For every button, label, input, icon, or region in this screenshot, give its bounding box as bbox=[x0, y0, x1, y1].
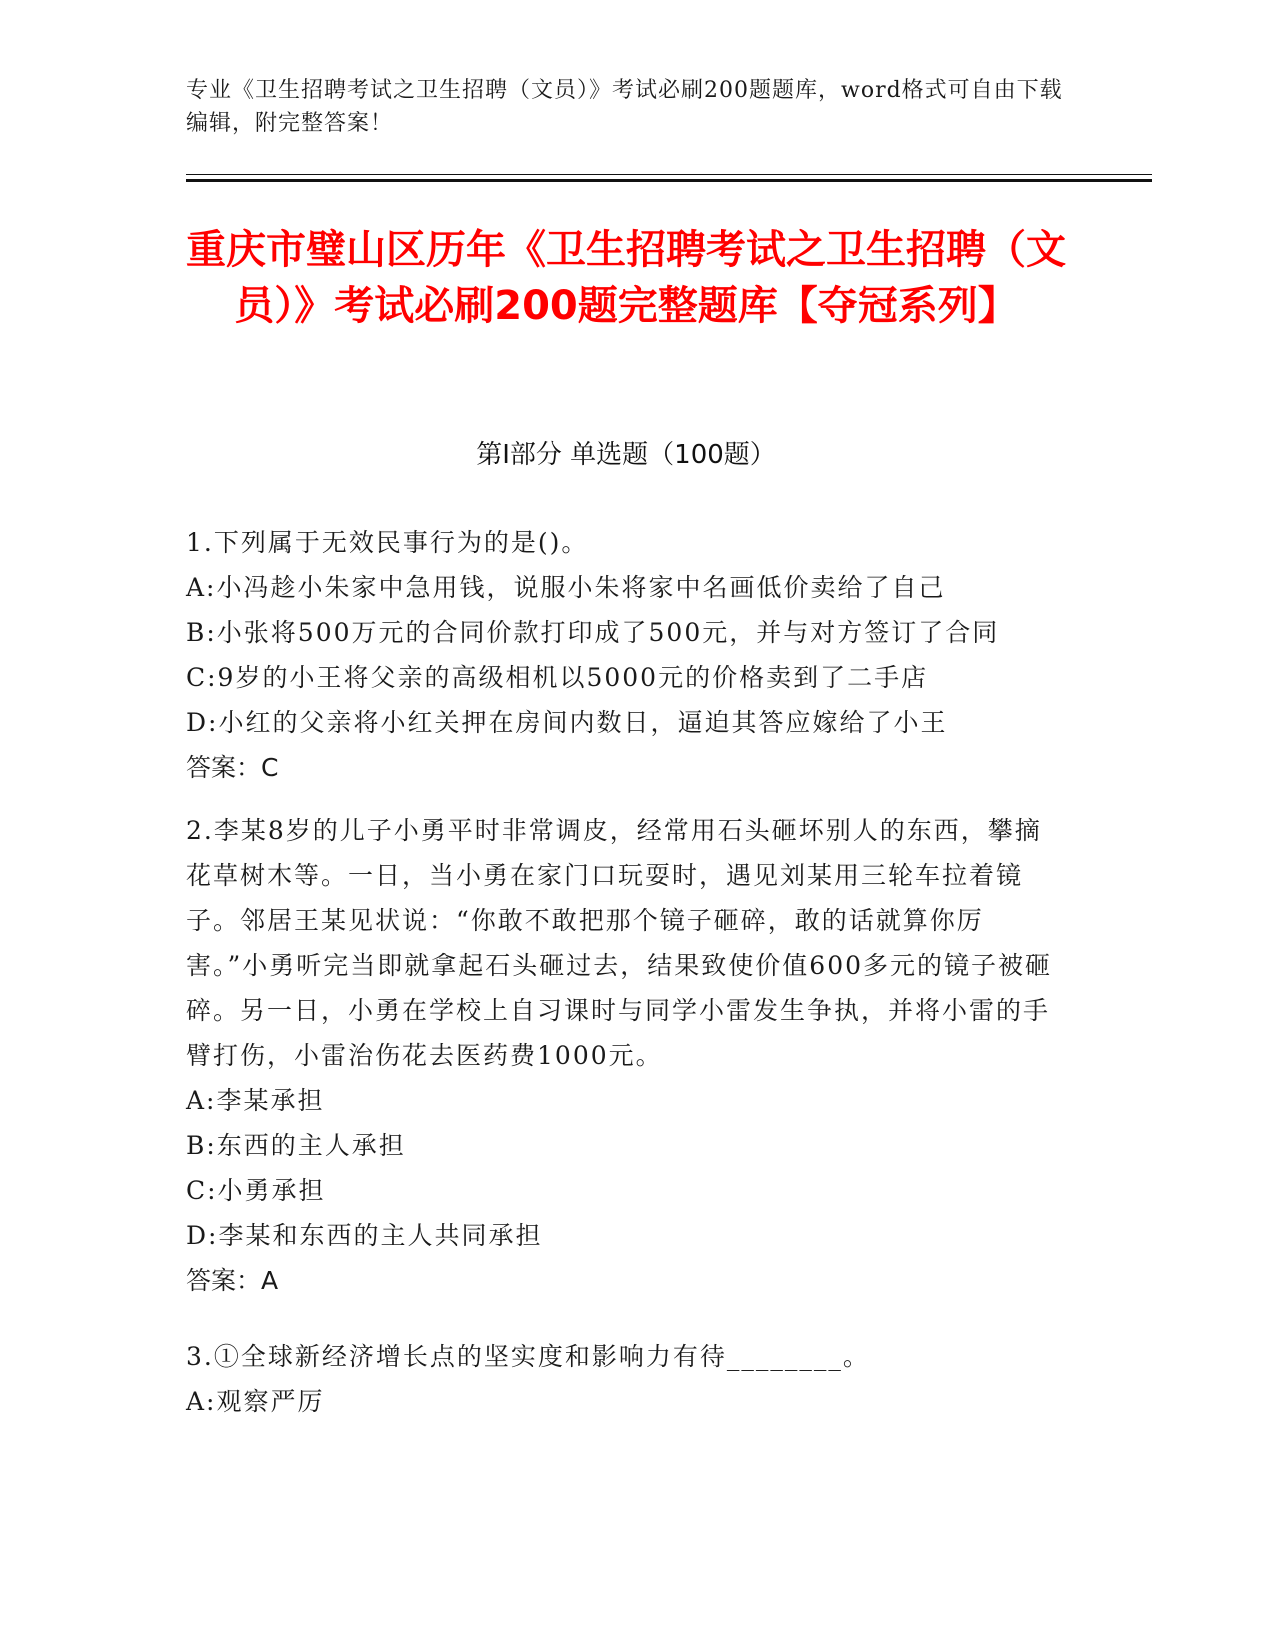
document-title: 重庆市璧山区历年《卫生招聘考试之卫生招聘（文员）》考试必刷200题完整题库【夺冠系列】 bbox=[186, 227, 1066, 329]
answer: 答案：A bbox=[186, 1266, 279, 1295]
header-divider-thick bbox=[186, 179, 1152, 182]
question-stem: 3.①全球新经济增长点的坚实度和影响力有待________。 bbox=[186, 1342, 870, 1371]
question-stem: 2.李某8岁的儿子小勇平时非常调皮，经常用石头砸坏别人的东西，攀摘花草树木等。一日，当小勇在家门口玩耍时，遇见刘某用三轮车拉着镜子。邻居王某见状说：“你敢不敢把那个镜子砸碎，敢的话就算你厉害。”小勇听完当即就拿起石头砸过去，结果致使价值600多元的镜子被砸碎。另一日，小勇在学校上自习课时与同学小雷发生争执，并将小雷的手臂打伤，小雷治伤花去医药费1000元。 bbox=[186, 816, 1053, 1070]
option-c: C:小勇承担 bbox=[186, 1176, 326, 1205]
header-divider-thin bbox=[186, 174, 1152, 175]
option-d: D:李某和东西的主人共同承担 bbox=[186, 1221, 543, 1250]
question-stem: 1.下列属于无效民事行为的是()。 bbox=[186, 528, 589, 557]
option-a: A:李某承担 bbox=[186, 1086, 325, 1115]
option-c: C:9岁的小王将父亲的高级相机以5000元的价格卖到了二手店 bbox=[186, 663, 929, 692]
question-1 bbox=[186, 520, 1066, 790]
section-heading: 第I部分 单选题（100题） bbox=[476, 440, 776, 470]
option-a: A:观察严厉 bbox=[186, 1387, 325, 1416]
answer: 答案：C bbox=[186, 753, 279, 782]
option-d: D:小红的父亲将小红关押在房间内数日，逼迫其答应嫁给了小王 bbox=[186, 708, 948, 737]
question-3 bbox=[186, 1334, 1066, 1424]
question-2 bbox=[186, 808, 1066, 1303]
option-b: B:小张将500万元的合同价款打印成了500元，并与对方签订了合同 bbox=[186, 618, 1000, 647]
option-a: A:小冯趁小朱家中急用钱，说服小朱将家中名画低价卖给了自己 bbox=[186, 573, 946, 602]
option-b: B:东西的主人承担 bbox=[186, 1131, 406, 1160]
header-note: 专业《卫生招聘考试之卫生招聘（文员）》考试必刷200题题库，word格式可自由下载编辑，附完整答案！ bbox=[186, 78, 1063, 136]
